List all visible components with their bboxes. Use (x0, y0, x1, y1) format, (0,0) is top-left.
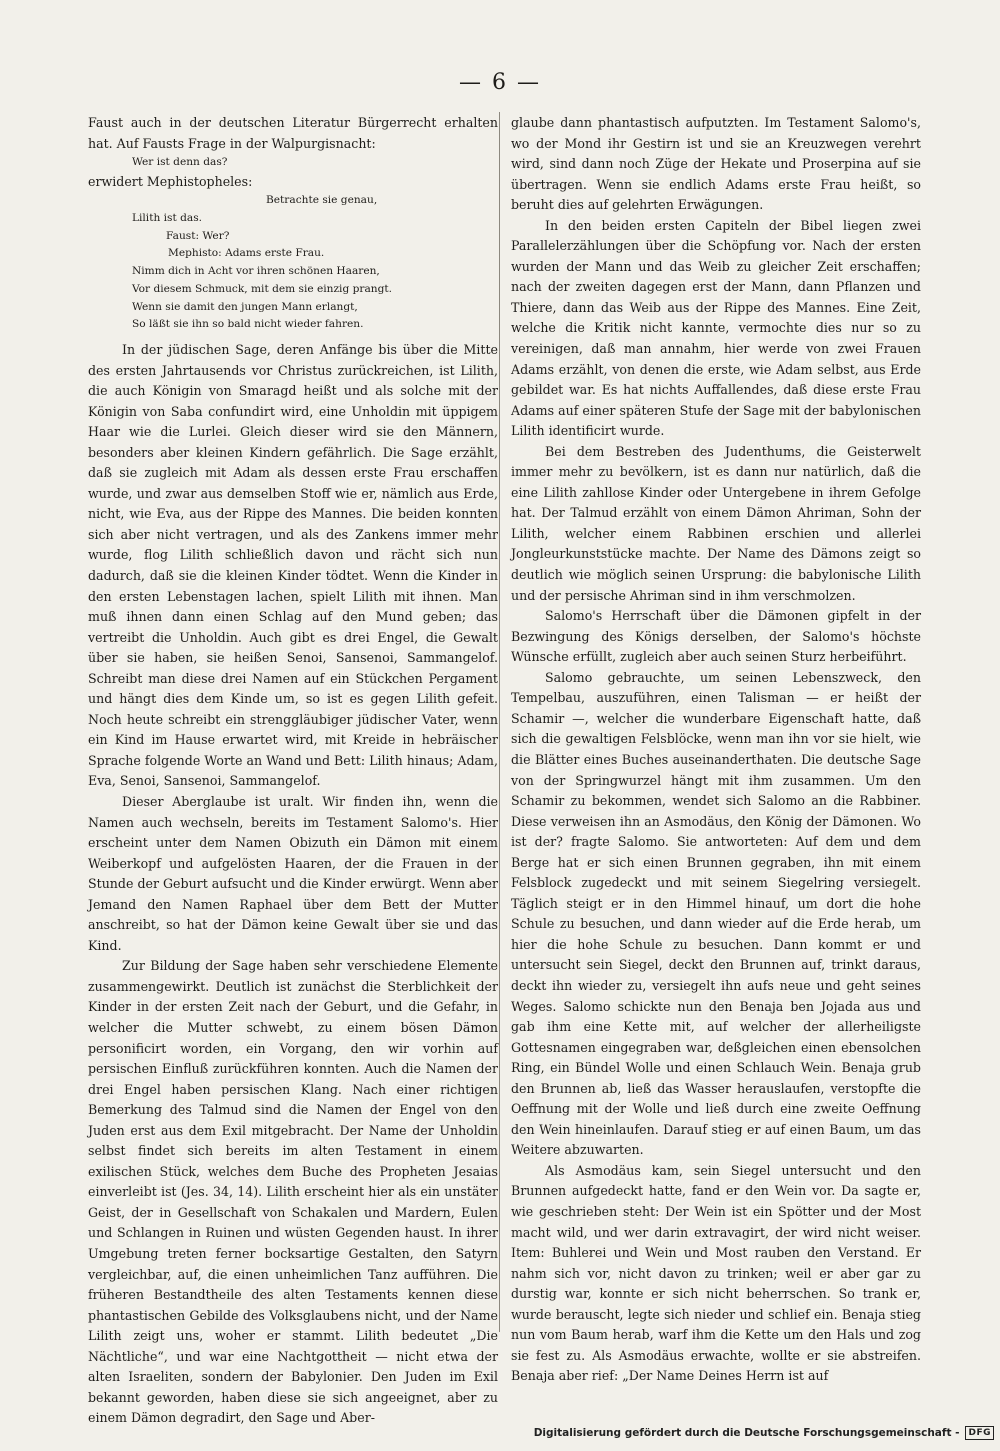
verse-line: Vor diesem Schmuck, mit dem sie einzig prangt. (132, 282, 392, 295)
verse-quote-2 (88, 192, 498, 334)
left-paragraph-3: Zur Bildung der Sage haben sehr verschiedene Elemente zusammengewirkt. Deutlich ist zunächst die Sterblichkeit der Kinder in der ersten Zeit nach der Geburt, und die Gefahr, in welcher die Mutter schwebt, zu einem bösen Dämon personificirt worden, ein Vorgang, den wir vorhin auf persischen Einfluß zurückführen konnten. Auch die Namen der drei Engel haben persischen Klang. Nach einer richtigen Bemerkung des Talmud sind die Namen der Engel von den Juden erst aus dem Exil mitgebracht. Der Name der Unholdin selbst findet sich bereits im alten Testament in einem exilischen Stück, welches dem Buche des Propheten Jesaias einverleibt ist (Jes. 34, 14). Lilith erscheint hier als ein unstäter Geist, der in Gesellschaft von Schakalen und Mardern, Eulen und Schlangen in Ruinen und wüsten Gegenden haust. In ihrer Umgebung treten ferner bocksartige Gestalten, den Satyrn vergleichbar, auf, die einen unheimlichen Tanz aufführen. Die früheren Bestandtheile des alten Testaments kennen diese phantastischen Gebilde des Volksglaubens nicht, und der Name Lilith zeigt uns, woher er stammt. Lilith bedeutet „Die Nächtliche“, und war eine Nachtgottheit — nicht etwa der alten Israeliten, sondern der Babylonier. Den Juden im Exil bekannt geworden, haben diese sie sich angeeignet, aber zu einem Dämon degradirt, den Sage und Aber- (88, 958, 498, 1426)
footer-text: Digitalisierung gefördert durch die Deutsche Forschungsgemeinschaft - (533, 1427, 960, 1439)
right-paragraph-4: Salomo's Herrschaft über die Dämonen gipfelt in der Bezwingung des Königs derselben, der Salomo's höchste Wünsche erfüllt, zugleich aber auch seinen Sturz herbeiführt. (511, 608, 921, 665)
verse-line: Betrachte sie genau, (266, 194, 378, 207)
verse-line: Wer ist denn das? (132, 156, 228, 169)
left-intro-2: erwidert Mephistopheles: (88, 173, 253, 189)
verse-line: Nimm dich in Acht vor ihren schönen Haaren, (132, 265, 380, 278)
verse-line: So läßt sie ihn so bald nicht wieder fahren. (132, 318, 364, 331)
page-number: — 6 — (459, 70, 541, 95)
dfg-logo: DFG (965, 1426, 994, 1440)
verse-line: Lilith ist das. (132, 212, 202, 225)
left-paragraph-1: In der jüdischen Sage, deren Anfänge bis über die Mitte des ersten Jahrtausends vor Christus zurückreichen, ist Lilith, die auch Königin von Smaragd heißt und als solche mit der Königin von Saba confundirt wird, eine Unholdin mit üppigem Haar wie die Lurlei. Gleich dieser wird sie den Männern, besonders aber kleinen Kindern gefährlich. Die Sage erzählt, daß sie zugleich mit Adam als dessen erste Frau erschaffen wurde, und zwar aus demselben Stoff wie er, nämlich aus Erde, nicht, wie Eva, aus der Rippe des Mannes. Die beiden konnten sich aber nicht vertragen, und als des Zankens immer mehr wurde, flog Lilith schließlich davon und rächt sich nun dadurch, daß sie die kleinen Kinder tödtet. Wenn die Kinder in den ersten Lebenstagen lachen, spielt Lilith mit ihnen. Man muß ihnen dann einen Schlag auf den Mund geben; das vertreibt die Unholdin. Auch gibt es drei Engel, die Gewalt über sie haben, sie heißen Senoi, Sansenoi, Sammangelof. Schreibt man diese drei Namen auf ein Stückchen Pergament und hängt dies dem Kinde um, so ist es gegen Lilith gefeit. Noch heute schreibt ein strenggläubiger jüdischer Vater, wenn ein Kind im Hause erwartet wird, mit Kreide in hebräischer Sprache folgende Worte an Wand und Bett: Lilith hinaus; Adam, Eva, Senoi, Sansenoi, Sammangelof. (88, 341, 498, 789)
right-paragraph-5: Salomo gebrauchte, um seinen Lebenszweck, den Tempelbau, auszuführen, einen Talisman — er heißt der Schamir —, welcher die wunderbare Eigenschaft hatte, daß sich die gewaltigen Felsblöcke, wenn man ihn vor sie hielt, wie die Blätter eines Buches auseinanderthaten. Die deutsche Sage von der Springwurzel hängt mit ihm zusammen. Um den Schamir zu bekommen, wendet sich Salomo an die Rabbiner. Diese verweisen ihn an Asmodäus, den König der Dämonen. Wo ist der? fragte Salomo. Sie antworteten: Auf dem und dem Berge hat er sich einen Brunnen gegraben, ihn mit einem Felsblock zugedeckt und mit seinem Siegelring versiegelt. Täglich steigt er in den Himmel hinauf, um dort die hohe Schule zu besuchen, und dann wieder auf die Erde herab, um hier die hohe Schule zu besuchen. Dann kommt er und untersucht sein Siegel, deckt den Brunnen auf, trinkt daraus, deckt ihn wieder zu, versiegelt ihn aufs neue und geht seines Weges. Salomo schickte nun den Benaja ben Jojada aus und gab ihm eine Kette mit, auf welcher der allerheiligste Gottesnamen eingegraben war, deßgleichen einen ebensolchen Ring, ein Bündel Wolle und einen Schlauch Wein. Benaja grub den Brunnen ab, ließ das Wasser herauslaufen, verstopfte die Oeffnung mit der Wolle und ließ durch eine zweite Oeffnung den Wein hineinlaufen. Darauf stieg er auf einen Baum, um das Weitere abzuwarten. (511, 669, 921, 1158)
left-intro-1: Faust auch in der deutschen Literatur Bürgerrecht erhalten hat. Auf Fausts Frage in der Walpurgisnacht: (88, 115, 498, 151)
right-column (511, 113, 921, 1387)
verse-line: Faust: Wer? (166, 229, 230, 242)
verse-quote-1 (88, 154, 498, 172)
right-paragraph-6: Als Asmodäus kam, sein Siegel untersucht und den Brunnen aufgedeckt hatte, fand er den Wein vor. Da sagte er, wie geschrieben steht: Der Wein ist ein Spötter und der Most macht wild, und wer darin extravagirt, der wird nicht weiser. Item: Buhlerei und Wein und Most rauben den Verstand. Er nahm sich vor, nicht davon zu trinken; weil er aber gar zu durstig war, konnte er sich nicht beherrschen. So trank er, wurde berauscht, legte sich nieder und schlief ein. Benaja stieg nun vom Baum herab, warf ihm die Kette um den Hals und zog sie fest zu. Als Asmodäus erwachte, wollte er sie abstreifen. Benaja aber rief: „Der Name Deines Herrn ist auf (511, 1162, 921, 1384)
digitization-footer (534, 1426, 994, 1440)
left-column (88, 113, 498, 1429)
right-paragraph-3: Bei dem Bestreben des Judenthums, die Geisterwelt immer mehr zu bevölkern, ist es dann nur natürlich, daß die eine Lilith zahllose Kinder oder Untergebene in ihrem Gefolge hat. Der Talmud erzählt von einem Dämon Ahriman, Sohn der Lilith, welcher einem Rabbinen erschien und allerlei Jongleurkunststücke machte. Der Name des Dämons zeigt so deutlich wie möglich seinen Ursprung: die babylonische Lilith und der persische Ahriman sind in ihm verschmolzen. (511, 443, 921, 603)
left-paragraph-2: Dieser Aberglaube ist uralt. Wir finden ihn, wenn die Namen auch wechseln, bereits im Testament Salomo's. Hier erscheint unter dem Namen Obizuth ein Dämon mit einem Weiberkopf und aufgelösten Haaren, der die Frauen in der Stunde der Geburt aufsucht und die Kinder erwürgt. Wenn aber Jemand den Namen Raphael über dem Bett der Mutter anschreibt, so hat der Dämon keine Gewalt über sie und das Kind. (88, 794, 498, 953)
verse-line: Wenn sie damit den jungen Mann erlangt, (132, 300, 358, 313)
right-paragraph-1: glaube dann phantastisch aufputzten. Im Testament Salomo's, wo der Mond ihr Gestirn ist und sie an Kreuzwegen verehrt wird, sind dann noch Züge der Hekate und Proserpina auf sie übertragen. Wenn sie endlich Adams erste Frau heißt, so beruht dies auf gelehrten Erwägungen. (511, 115, 921, 213)
column-divider (499, 112, 500, 1332)
verse-line: Mephisto: Adams erste Frau. (168, 247, 325, 260)
right-paragraph-2: In den beiden ersten Capiteln der Bibel liegen zwei Parallelerzählungen über die Schöpfung vor. Nach der ersten wurden der Mann und das Weib zu gleicher Zeit erschaffen; nach der zweiten dagegen erst der Mann, dann Pflanzen und Thiere, dann das Weib aus der Rippe des Mannes. Eine Zeit, welche die Kritik nicht kannte, vermochte dies nur so zu vereinigen, daß man annahm, hier werde von zwei Frauen Adams erzählt, von denen die erste, wie Adam selbst, aus Erde gebildet war. Es hat nichts Auffallendes, daß diese erste Frau Adams auf einer späteren Stufe der Sage mit der babylonischen Lilith identificirt wurde. (511, 217, 921, 439)
